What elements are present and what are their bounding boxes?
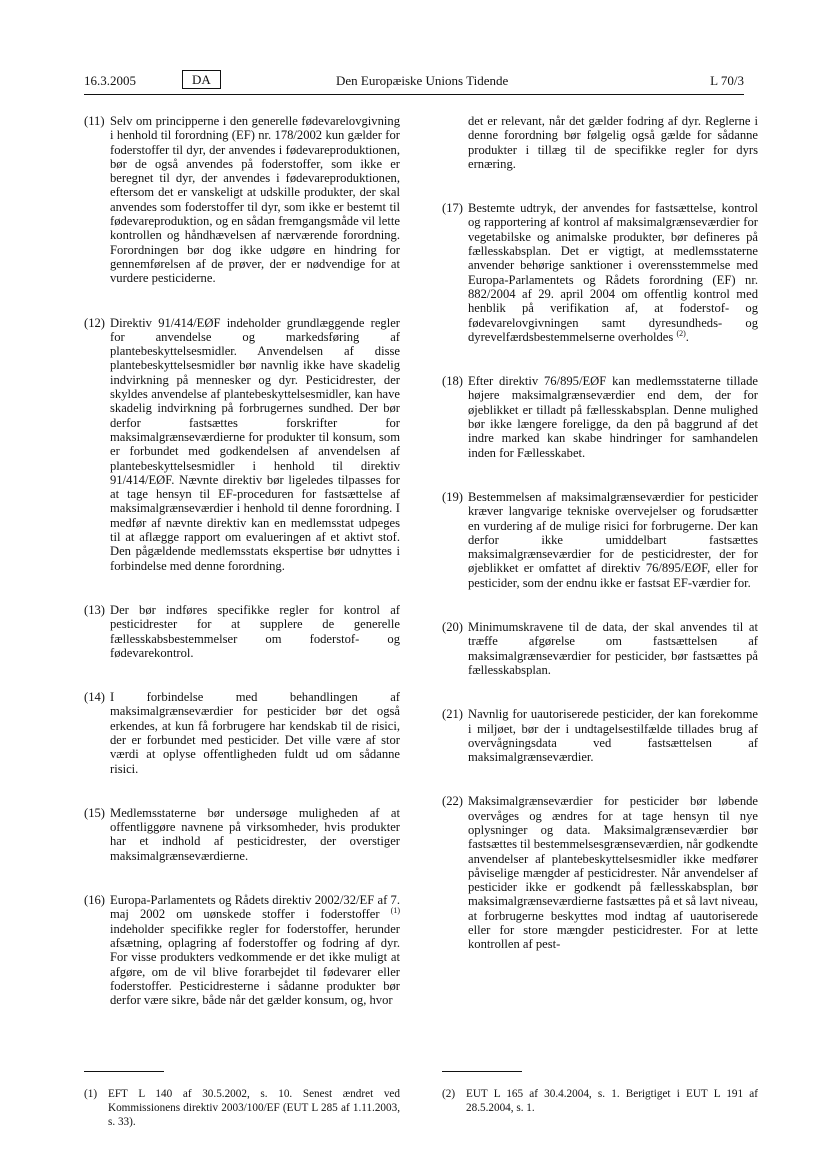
left-column [84, 114, 400, 1037]
recital-number: (16) [84, 893, 105, 908]
recital-21 [442, 707, 758, 764]
recital-text: Medlemsstaterne bør undersøge muligheden af at offentliggøre navnene på virksomheder, hvis produkter har et indhold af pesticidrester, der overstiger maksimalgrænseværdierne. [110, 805, 400, 863]
recital-number: (12) [84, 315, 105, 330]
recital-text: Minimumskravene til de data, der skal anvendes til at træffe afgørelse om fastsættelsen af maksimalgrænseværdier for pesticider, bør fastsættes på fællesskabsplan. [468, 620, 758, 677]
recital-17 [442, 201, 758, 344]
recital-text: Der bør indføres specifikke regler for kontrol af pesticidrester for at supplere de generelle fællesskabsbestemmelser om foderstof- og fødevarekontrol. [110, 602, 400, 660]
recital-11 [84, 114, 400, 286]
recital-text-cont: indeholder specifikke regler for foderstoffer, herunder afsætning, oplagring af foderstoffer og fodring af dyr. For visse produkters vedkommende er det ikke muligt at afgøre, om de vil blive forarbejdet til fødevarer eller foderstoffer. Pesticidresterne i sådanne produkter bør derfor være sikre, både når det gælder konsum, og, hvor [110, 921, 400, 1008]
recital-number: (21) [442, 707, 463, 722]
footnote-rule-left [84, 1071, 164, 1072]
recital-12 [84, 316, 400, 573]
recital-20 [442, 620, 758, 677]
recital-number: (18) [442, 374, 463, 389]
recital-number: (15) [84, 805, 105, 820]
recital-number: (20) [442, 620, 463, 635]
recital-text: Efter direktiv 76/895/EØF kan medlemsstaterne tillade højere maksimalgrænseværdier end dem, der for øjeblikket er tilladt på fællesskabsplan. Denne mulighed bør ikke længere foreligge, da den på baggrund af det indre marked kan skabe hindringer for samhandelen inden for Fællesskabet. [468, 374, 758, 460]
recital-22 [442, 794, 758, 951]
footnote-number: (2) [442, 1088, 456, 1100]
recital-19 [442, 490, 758, 590]
footnote-text: EUT L 165 af 30.4.2004, s. 1. Berigtiget i EUT L 191 af 28.5.2004, s. 1. [466, 1088, 758, 1114]
recital-text: Direktiv 91/414/EØF indeholder grundlæggende regler for anvendelse og markedsføring af plantebeskyttelsesmidler. Anvendelsen af disse plantebeskyttelsesmidler bør navnlig ikke have skadelig indvirkning på mennesker og dyr. Pesticidrester, der skyldes anvendelse af plantebeskyttelsesmidler, kan have skadelig indvirkning på forbrugernes sundhed. Der bør derfor fastsættes forskrifter for maksimalgrænseværdierne for produkter til konsum, som er forbundet med godkendelsen af anvendelsen af plantebeskyttelsesmidler i henhold til direktiv 91/414/EØF. Nævnte direktiv bør ligeledes tilpasses for at tage hensyn til EF-proceduren for fastsættelse af maksimalgrænseværdier i henhold til denne forordning. I medfør af nævnte direktiv kan en medlemsstat udpeges til at aflægge rapport om evalueringen af et aktivt stof. Den pågældende medlemsstats ekspertise bør udnyttes i forbindelse med denne forordning. [110, 315, 400, 573]
recital-number: (13) [84, 602, 105, 617]
recital-text: I forbindelse med behandlingen af maksimalgrænseværdier for pesticider bør det også erkendes, at kun få forbrugere har kendskab til de risici, der er forbundet med pesticider. Det ville være af stor værdi at oplyse offentligheden fuldt ud om sådanne risici. [110, 690, 400, 776]
recital-text-cont: . [685, 329, 689, 344]
recital-number: (11) [84, 114, 105, 128]
language-code-box: DA [182, 70, 221, 89]
recital-number: (19) [442, 489, 463, 504]
right-column [442, 114, 758, 982]
page-reference: L 70/3 [710, 73, 744, 88]
page-header [84, 70, 744, 92]
footnote-rule-right [442, 1071, 522, 1072]
recital-number: (22) [442, 794, 463, 809]
recital-text: Bestemmelsen af maksimalgrænseværdier for pesticider kræver langvarige tekniske overvejelser og forudsætter en vurdering af de mulige risici for forbrugerne. Der kan derfor ikke umiddelbart fastsættes maksimalgrænseværdier for de pesticidrester, der for øjeblikket er omfattet af direktiv 76/895/EØF, eller for pesticider, som der endnu ikke er fastsat EF-værdier for. [468, 489, 758, 590]
footnote-2 [442, 1088, 758, 1116]
footnote-1 [84, 1088, 400, 1129]
recital-14 [84, 690, 400, 776]
recital-18 [442, 374, 758, 460]
recital-number: (14) [84, 690, 105, 705]
recital-number: (17) [442, 201, 463, 216]
recital-text: Navnlig for uautoriserede pesticider, der kan forekomme i miljøet, bør der i undtagelsestilfælde tillades brug af overvågningsdata ved fastsættelsen af maksimalgrænseværdier. [468, 707, 758, 765]
recital-text: Selv om principperne i den generelle fødevarelovgivning i henhold til forordning (EF) nr. 178/2002 kun gælder for foderstoffer til dyr, der anvendes i fødevareproduktionen, bør de også anvendes på foderstoffer, som ikke er beregnet til dyr, der anvendes i fødevareproduktionen, eftersom det er vanskeligt at udskille produkter, der skal anvendes som foderstoffer til dyr, som ikke er bestemt til fødevareproduktion, og en sådan fremgangsmåde vil lette kontrollen og håndhævelsen af nærværende forordning. Forordningen bør dog ikke udgøre en hindring for gennemførelsen af de prøver, der er nødvendige for at vurdere pesticiderne. [110, 114, 400, 286]
publication-date: 16.3.2005 [84, 73, 136, 88]
recital-text: det er relevant, når det gælder fodring af dyr. Reglerne i denne forordning bør følgelig også gælde for sådanne produkter i tillæg til de specifikke regler for dyrs ernæring. [468, 114, 758, 171]
header-rule [84, 94, 744, 95]
recital-13 [84, 603, 400, 660]
recital-16-continuation [442, 114, 758, 171]
recital-text: Europa-Parlamentets og Rådets direktiv 2002/32/EF af 7. maj 2002 om uønskede stoffer i foderstoffer [110, 893, 400, 922]
footnote-number: (1) [84, 1088, 98, 1100]
footnote-ref[interactable]: (1) [390, 906, 400, 916]
footnote-text: EFT L 140 af 30.5.2002, s. 10. Senest ændret ved Kommissionens direktiv 2003/100/EF (EUT L 285 af 1.11.2003, s. 33). [108, 1088, 400, 1128]
recital-text: Bestemte udtryk, der anvendes for fastsættelse, kontrol og rapportering af kontrol af maksimalgrænseværdier for vegetabilske og animalske produkter, bør defineres på fællesskabsplan. Det er vigtigt, at medlemsstaterne anvender behørige sanktioner i overensstemmelse med Europa-Parlamentets og Rådets forordning (EF) nr. 882/2004 af 29. april 2004 om offentlig kontrol med henblik på verifikation af, at foderstof- og fødevarelovgivningen samt dyresundheds- og dyrevelfærdsbestemmelserne overholdes [468, 201, 758, 344]
recital-15 [84, 806, 400, 863]
recital-text: Maksimalgrænseværdier for pesticider bør løbende overvåges og ændres for at tage hensyn til nye oplysninger og data. Maksimalgrænseværdier bør fastsættes til bestemmelsesgrænseværdien, når godkendte anvendelser af plantebeskyttelsesmidler ikke medfører påviselige mængder af pesticidrester. Når anvendelser af pesticider ikke er godkendt på fællesskabsplan, bør maksimalgrænseværdierne fastsættes på et så lavt niveau, at forbrugerne beskyttes mod indtag af uautoriserede eller for store mængder pesticidrester. For at lette kontrollen af pest- [468, 794, 758, 952]
recital-16 [84, 893, 400, 1007]
journal-title: Den Europæiske Unions Tidende [336, 73, 509, 88]
footnote-ref[interactable]: (2) [676, 328, 686, 338]
